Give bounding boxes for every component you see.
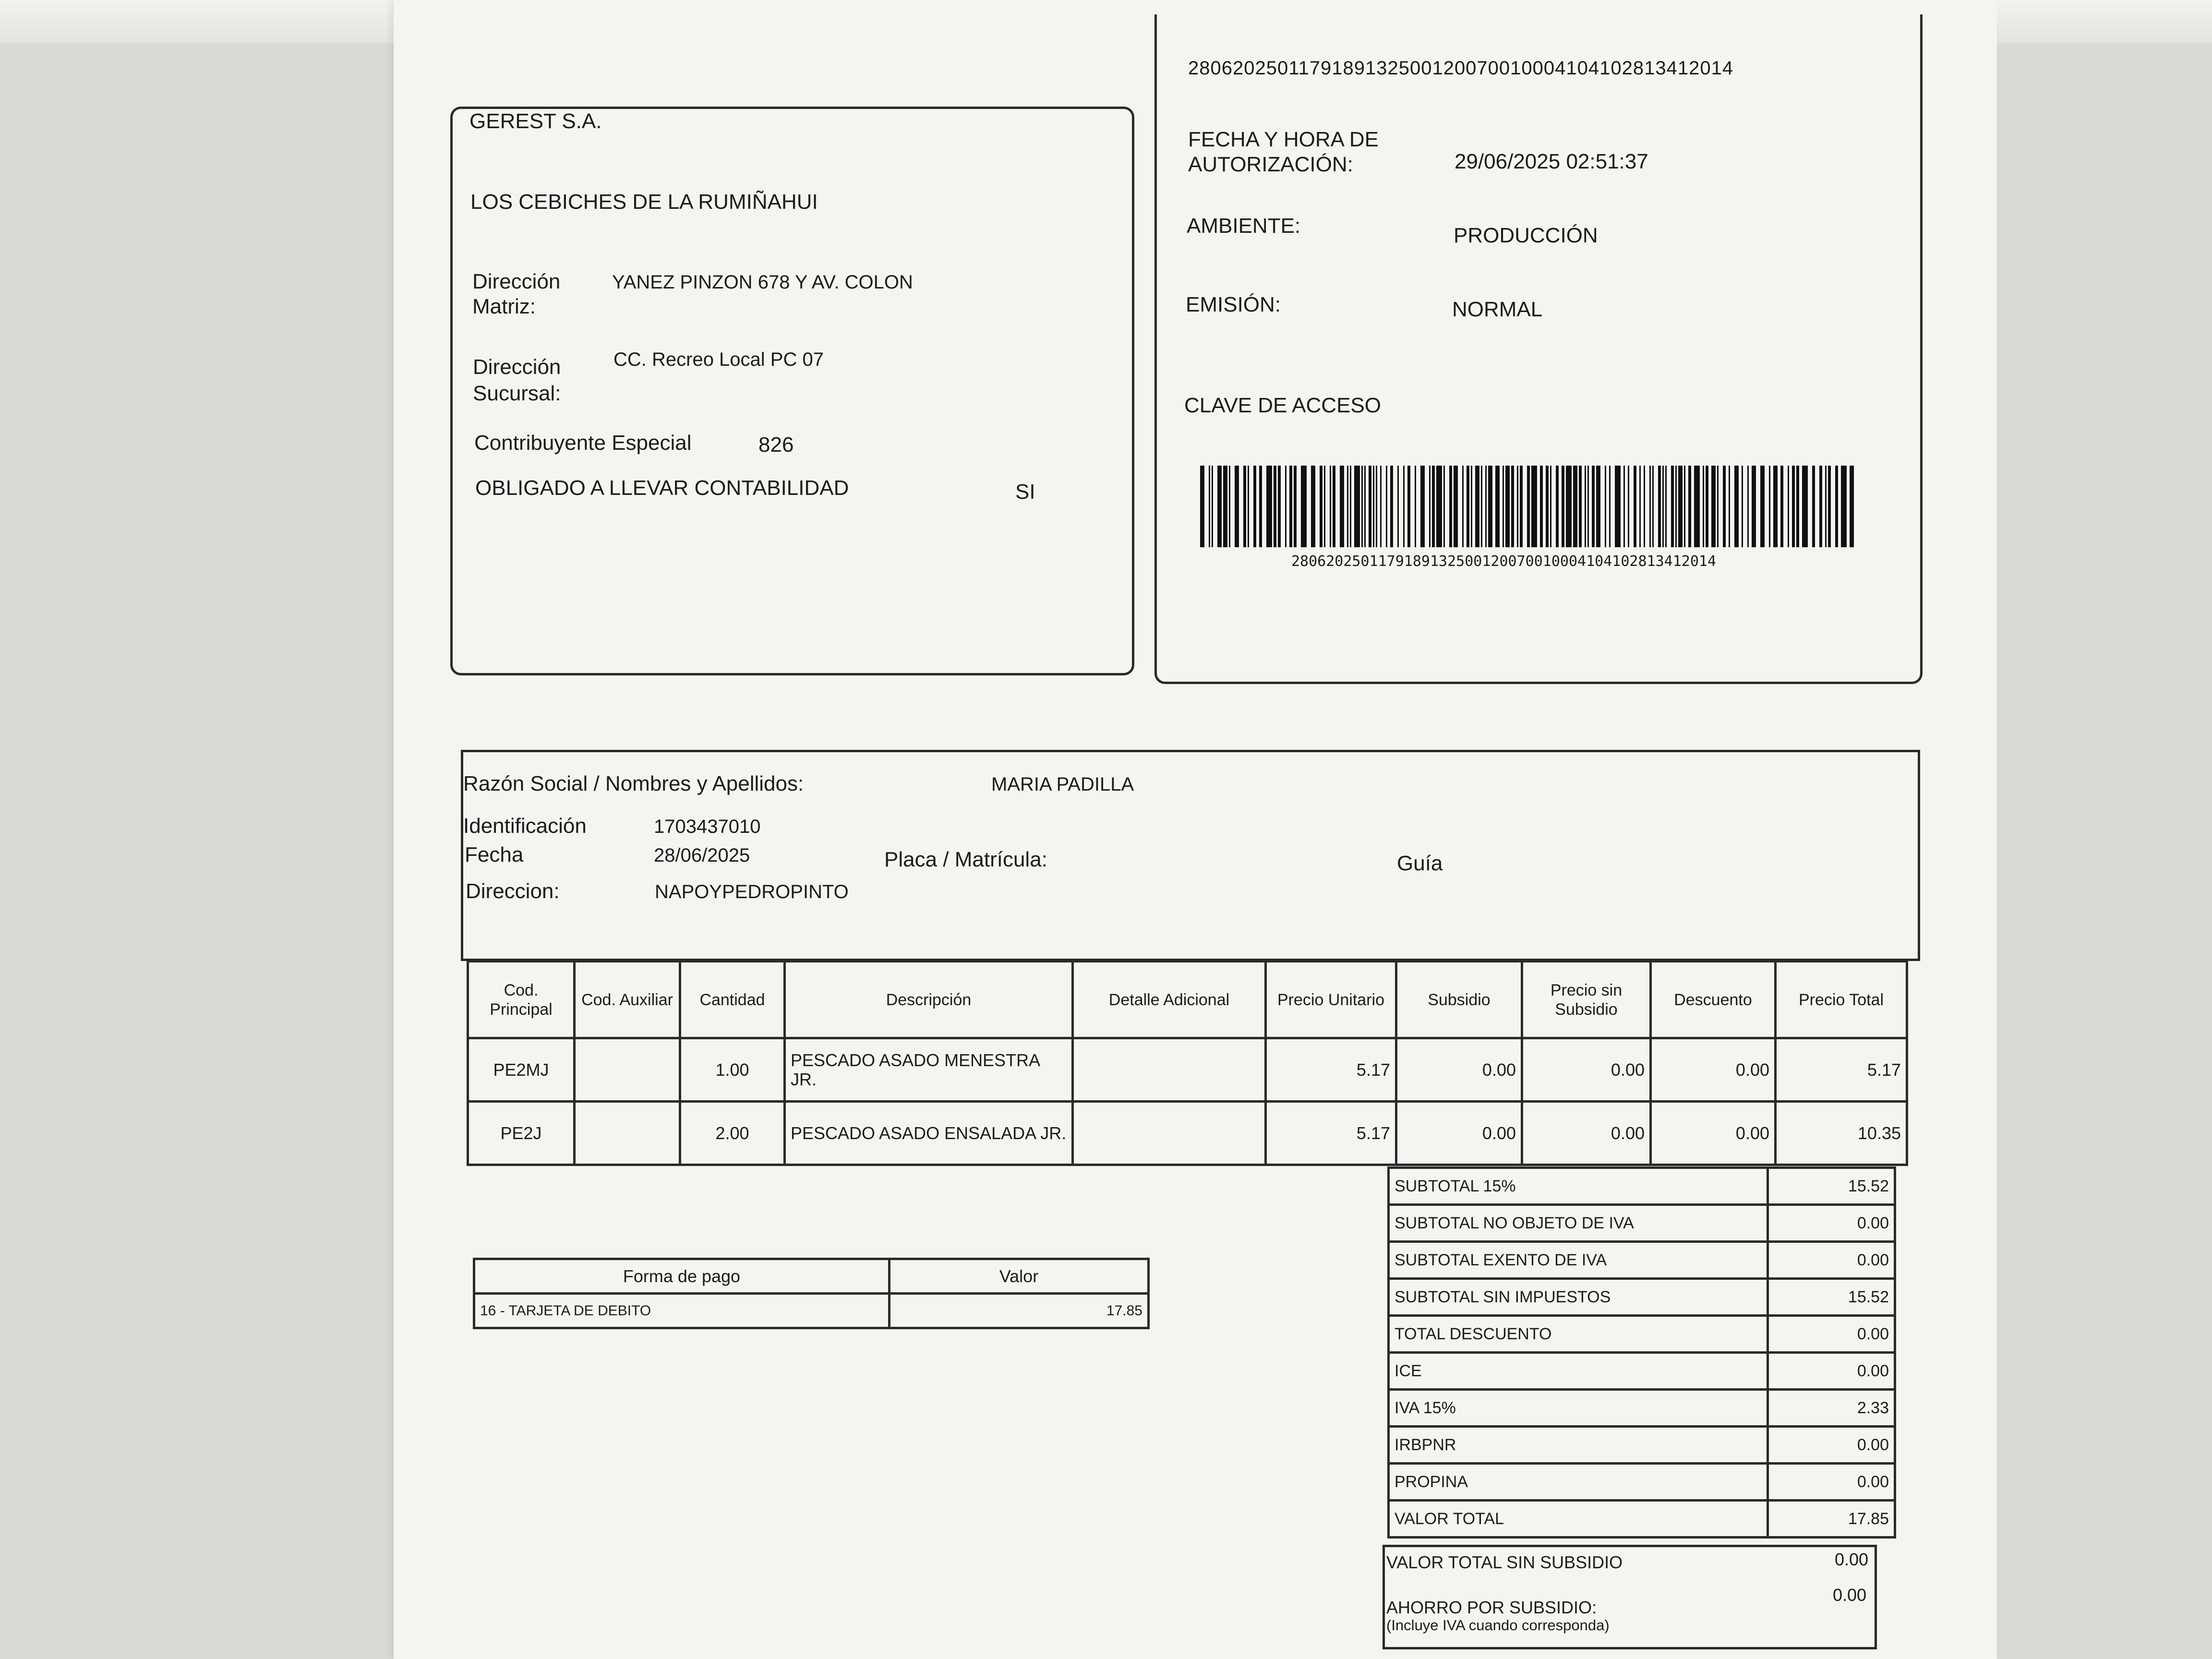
barcode-bar — [1734, 466, 1739, 547]
accounting-label: OBLIGADO A LLEVAR CONTABILIDAD — [475, 476, 849, 500]
barcode-bar — [1792, 466, 1795, 547]
auth-date-label-2: AUTORIZACIÓN: — [1188, 153, 1353, 176]
barcode-bar — [1788, 466, 1789, 547]
barcode-bar — [1364, 466, 1366, 547]
barcode-bar — [1835, 466, 1838, 547]
total-label: VALOR TOTAL — [1389, 1501, 1768, 1538]
auth-date-value: 29/06/2025 02:51:37 — [1455, 150, 1648, 173]
total-label: SUBTOTAL NO OBJETO DE IVA — [1389, 1205, 1768, 1242]
barcode-bar — [1649, 466, 1651, 547]
subsidy-saving-value: 0.00 — [1833, 1585, 1867, 1605]
subsidy-total-value: 0.00 — [1835, 1550, 1869, 1569]
totals-table — [1387, 1166, 1896, 1539]
barcode-bar — [1294, 466, 1297, 547]
barcode-bar — [1340, 466, 1344, 547]
item-price-no-subsidy: 0.00 — [1522, 1038, 1651, 1102]
total-label: TOTAL DESCUENTO — [1389, 1316, 1768, 1353]
barcode-bar — [1217, 466, 1222, 547]
item-unit-price: 5.17 — [1266, 1102, 1396, 1165]
branch-address-value: CC. Recreo Local PC 07 — [613, 349, 824, 370]
environment-value: PRODUCCIÓN — [1454, 224, 1598, 247]
header-descuento: Descuento — [1651, 962, 1776, 1038]
barcode-bar — [1390, 466, 1393, 547]
barcode-bar — [1850, 466, 1854, 547]
total-label: SUBTOTAL 15% — [1389, 1168, 1768, 1205]
barcode-bar — [1639, 466, 1641, 547]
barcode-bar — [1556, 466, 1559, 547]
barcode-bar — [1259, 466, 1262, 547]
item-subsidy: 0.00 — [1396, 1038, 1522, 1102]
barcode-bar — [1324, 466, 1325, 547]
barcode-bar — [1429, 466, 1431, 547]
barcode-bar — [1585, 466, 1586, 547]
environment-label: AMBIENTE: — [1187, 214, 1301, 238]
barcode-bar — [1235, 466, 1239, 547]
barcode-bar — [1706, 466, 1708, 547]
item-code: PE2MJ — [468, 1038, 575, 1102]
barcode-bar — [1432, 466, 1435, 547]
item-unit-price: 5.17 — [1266, 1038, 1396, 1102]
totals-row — [1389, 1168, 1895, 1205]
barcode-bar — [1688, 466, 1691, 547]
barcode-bar — [1407, 466, 1410, 547]
total-label: IRBPNR — [1389, 1427, 1768, 1464]
barcode-bar — [1802, 466, 1808, 547]
barcode-bar — [1415, 466, 1416, 547]
barcode-bar — [1403, 466, 1405, 547]
subsidy-saving-label: AHORRO POR SUBSIDIO: — [1386, 1598, 1597, 1617]
barcode-bar — [1320, 466, 1322, 547]
special-taxpayer-value: 826 — [758, 433, 794, 457]
totals-row — [1389, 1205, 1895, 1242]
barcode-bar — [1587, 466, 1589, 547]
barcode-bar — [1546, 466, 1549, 547]
item-quantity: 2.00 — [680, 1102, 785, 1165]
header-cod-auxiliar: Cod. Auxiliar — [575, 962, 680, 1038]
barcode-bar — [1376, 466, 1377, 547]
item-subsidy: 0.00 — [1396, 1102, 1522, 1165]
barcode-bar — [1350, 466, 1351, 547]
barcode-bar — [1773, 466, 1778, 547]
barcode-bar — [1475, 466, 1479, 547]
item-detail — [1073, 1038, 1266, 1102]
barcode-bar — [1678, 466, 1683, 547]
barcode-bar — [1812, 466, 1815, 547]
payment-row — [474, 1294, 1149, 1328]
table-row — [468, 1038, 1907, 1102]
barcode-bar — [1354, 466, 1360, 547]
matrix-address-label-1: Dirección — [472, 270, 561, 293]
barcode-bar — [1311, 466, 1315, 547]
barcode-bar — [1449, 466, 1452, 547]
barcode-bar — [1253, 466, 1256, 547]
barcode-bar — [1723, 466, 1726, 547]
totals-row — [1389, 1353, 1895, 1390]
totals-row — [1389, 1501, 1895, 1538]
barcode-bar — [1596, 466, 1600, 547]
matrix-address-value: YANEZ PINZON 678 Y AV. COLON — [612, 272, 913, 293]
barcode-bar — [1471, 466, 1472, 547]
total-label: SUBTOTAL EXENTO DE IVA — [1389, 1242, 1768, 1279]
payment-header-row — [474, 1259, 1149, 1294]
payment-method: 16 - TARJETA DE DEBITO — [474, 1294, 890, 1328]
barcode-bar — [1729, 466, 1730, 547]
barcode-bar — [1769, 466, 1770, 547]
header-descripcion: Descripción — [785, 962, 1073, 1038]
customer-date-value: 28/06/2025 — [654, 845, 750, 866]
barcode-text: 2806202501179189132500120070010004104102813412014 — [1291, 553, 1717, 570]
barcode-bar — [1488, 466, 1492, 547]
authorization-box — [1154, 14, 1923, 684]
barcode-bar — [1819, 466, 1822, 547]
barcode-bar — [1517, 466, 1518, 547]
barcode-bar — [1481, 466, 1482, 547]
totals-row — [1389, 1279, 1895, 1316]
barcode-bar — [1248, 466, 1249, 547]
matrix-address-label-2: Matriz: — [472, 295, 536, 318]
total-value: 0.00 — [1768, 1353, 1895, 1390]
total-label: ICE — [1389, 1353, 1768, 1390]
barcode-bar — [1229, 466, 1230, 547]
accounting-value: SI — [1015, 480, 1035, 504]
barcode-bar — [1289, 466, 1292, 547]
barcode-bar — [1495, 466, 1500, 547]
barcode-bar — [1609, 466, 1611, 547]
branch-address-label-1: Dirección — [473, 355, 561, 379]
subsidy-total-label: VALOR TOTAL SIN SUBSIDIO — [1386, 1552, 1623, 1572]
header-cod-principal: Cod. Principal — [468, 962, 575, 1038]
barcode-bar — [1579, 466, 1582, 547]
barcode-bar — [1373, 466, 1374, 547]
barcode-bar — [1209, 466, 1210, 547]
header-subsidio: Subsidio — [1396, 962, 1522, 1038]
barcode-bar — [1780, 466, 1783, 547]
total-value: 0.00 — [1768, 1464, 1895, 1501]
item-description: PESCADO ASADO ENSALADA JR. — [785, 1102, 1073, 1165]
item-quantity: 1.00 — [680, 1038, 785, 1102]
barcode-bar — [1330, 466, 1331, 547]
total-label: PROPINA — [1389, 1464, 1768, 1501]
barcode-bar — [1467, 466, 1469, 547]
barcode-bar — [1752, 466, 1756, 547]
barcode-bar — [1665, 466, 1667, 547]
payment-table — [473, 1258, 1150, 1329]
totals-row — [1389, 1316, 1895, 1353]
emission-label: EMISIÓN: — [1186, 293, 1281, 316]
total-value: 0.00 — [1768, 1242, 1895, 1279]
barcode-bar — [1562, 466, 1564, 547]
barcode-bar — [1760, 466, 1765, 547]
header-detalle-adicional: Detalle Adicional — [1073, 962, 1266, 1038]
barcode-bar — [1200, 466, 1204, 547]
guide-label: Guía — [1397, 852, 1443, 875]
barcode-bar — [1278, 466, 1281, 547]
item-code: PE2J — [468, 1102, 575, 1165]
barcode-bar — [1747, 466, 1749, 547]
item-description: PESCADO ASADO MENESTRA JR. — [785, 1038, 1073, 1102]
barcode-bar — [1285, 466, 1286, 547]
customer-address-label: Direccion: — [466, 879, 560, 903]
total-value: 15.52 — [1768, 1279, 1895, 1316]
items-header-row — [468, 962, 1907, 1038]
payment-method-header: Forma de pago — [474, 1259, 890, 1294]
branch-address-label-2: Sucursal: — [473, 382, 561, 405]
barcode-bar — [1454, 466, 1458, 547]
header-precio-sin-subsidio: Precio sin Subsidio — [1522, 962, 1651, 1038]
special-taxpayer-label: Contribuyente Especial — [474, 431, 692, 455]
barcode-bar — [1369, 466, 1371, 547]
items-table — [467, 960, 1908, 1166]
barcode-bar — [1634, 466, 1636, 547]
barcode-bar — [1694, 466, 1700, 547]
barcode-bar — [1684, 466, 1685, 547]
emission-value: NORMAL — [1452, 298, 1543, 321]
header-cantidad: Cantidad — [680, 962, 785, 1038]
payment-value-header: Valor — [890, 1259, 1149, 1294]
barcode-bar — [1825, 466, 1827, 547]
total-value: 0.00 — [1768, 1427, 1895, 1464]
barcode-bar — [1566, 466, 1572, 547]
subsidy-saving-note: (Incluye IVA cuando corresponda) — [1386, 1617, 1610, 1634]
trade-name: LOS CEBICHES DE LA RUMIÑAHUI — [470, 190, 818, 214]
item-detail — [1073, 1102, 1266, 1165]
total-value: 0.00 — [1768, 1205, 1895, 1242]
company-name: GEREST S.A. — [469, 109, 602, 133]
customer-date-label: Fecha — [465, 843, 524, 866]
barcode-bar — [1652, 466, 1654, 547]
barcode-bar — [1711, 466, 1716, 547]
item-total: 5.17 — [1776, 1038, 1907, 1102]
barcode-bar — [1436, 466, 1442, 547]
totals-row — [1389, 1390, 1895, 1427]
total-value: 17.85 — [1768, 1501, 1895, 1538]
header-precio-total: Precio Total — [1776, 962, 1907, 1038]
totals-row — [1389, 1427, 1895, 1464]
barcode-bar — [1615, 466, 1621, 547]
item-aux-code — [575, 1102, 680, 1165]
barcode-bar — [1243, 466, 1246, 547]
total-value: 0.00 — [1768, 1316, 1895, 1353]
barcode-bar — [1223, 466, 1227, 547]
barcode-bar — [1511, 466, 1514, 547]
access-key-top: 2806202501179189132500120070010004104102813412014 — [1188, 58, 1734, 79]
barcode-bar — [1742, 466, 1743, 547]
barcode-bar — [1592, 466, 1595, 547]
barcode-bar — [1644, 466, 1645, 547]
barcode-bar — [1703, 466, 1704, 547]
barcode-bar — [1301, 466, 1307, 547]
barcode-bar — [1662, 466, 1664, 547]
item-price-no-subsidy: 0.00 — [1522, 1102, 1651, 1165]
item-total: 10.35 — [1776, 1102, 1907, 1165]
barcode-bar — [1274, 466, 1276, 547]
barcode-bar — [1333, 466, 1335, 547]
barcode-bar — [1380, 466, 1382, 547]
total-value: 15.52 — [1768, 1168, 1895, 1205]
total-label: IVA 15% — [1389, 1390, 1768, 1427]
barcode-bar — [1828, 466, 1831, 547]
barcode-bar — [1520, 466, 1523, 547]
access-key-barcode — [1198, 466, 1861, 547]
barcode-bar — [1212, 466, 1213, 547]
barcode-bar — [1347, 466, 1348, 547]
barcode-bar — [1462, 466, 1464, 547]
barcode-bar — [1573, 466, 1577, 547]
access-key-label: CLAVE DE ACCESO — [1184, 394, 1381, 417]
customer-id-value: 1703437010 — [654, 816, 761, 837]
total-value: 2.33 — [1768, 1390, 1895, 1427]
barcode-bar — [1527, 466, 1530, 547]
total-label: SUBTOTAL SIN IMPUESTOS — [1389, 1279, 1768, 1316]
totals-row — [1389, 1464, 1895, 1501]
barcode-bar — [1658, 466, 1661, 547]
customer-id-label: Identificación — [463, 814, 587, 838]
customer-address-value: NAPOYPEDROPINTO — [655, 881, 849, 902]
barcode-bar — [1505, 466, 1510, 547]
auth-date-label-1: FECHA Y HORA DE — [1188, 128, 1379, 151]
barcode-bar — [1266, 466, 1272, 547]
customer-name-label: Razón Social / Nombres y Apellidos: — [463, 772, 804, 795]
barcode-bar — [1361, 466, 1363, 547]
barcode-bar — [1531, 466, 1537, 547]
barcode-bar — [1717, 466, 1719, 547]
item-discount: 0.00 — [1651, 1102, 1776, 1165]
plate-label: Placa / Matrícula: — [884, 848, 1047, 871]
barcode-bar — [1796, 466, 1799, 547]
barcode-bar — [1540, 466, 1543, 547]
header-precio-unitario: Precio Unitario — [1266, 962, 1396, 1038]
barcode-bar — [1628, 466, 1629, 547]
barcode-bar — [1841, 466, 1847, 547]
barcode-bar — [1503, 466, 1504, 547]
barcode-bar — [1675, 466, 1677, 547]
item-aux-code — [575, 1038, 680, 1102]
barcode-bar — [1623, 466, 1625, 547]
barcode-bar — [1420, 466, 1425, 547]
barcode-bar — [1550, 466, 1551, 547]
barcode-bar — [1397, 466, 1399, 547]
barcode-bar — [1671, 466, 1674, 547]
totals-row — [1389, 1242, 1895, 1279]
barcode-bar — [1605, 466, 1606, 547]
customer-name-value: MARIA PADILLA — [991, 774, 1134, 795]
barcode-bar — [1443, 466, 1445, 547]
payment-value: 17.85 — [890, 1294, 1149, 1328]
item-discount: 0.00 — [1651, 1038, 1776, 1102]
table-row — [468, 1102, 1907, 1165]
barcode-bar — [1386, 466, 1387, 547]
barcode-bar — [1485, 466, 1487, 547]
